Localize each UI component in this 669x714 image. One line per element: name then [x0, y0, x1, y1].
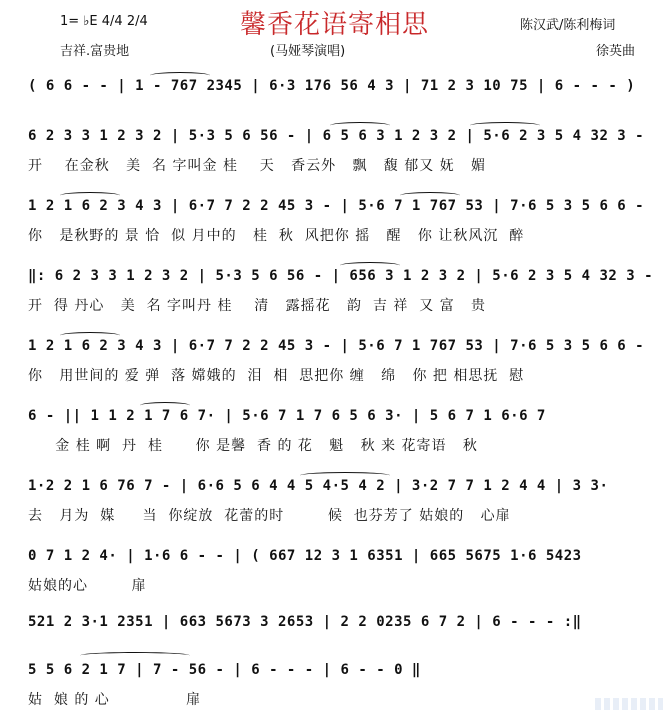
slur-arc	[60, 192, 120, 199]
notation-line: ( 6 6 - - | 1 - 767 2345 | 6·3 176 56 4 3 | 71 2 3 10 75 | 6 - - - )	[28, 78, 636, 94]
score-system-10	[28, 662, 646, 712]
slur-arc	[400, 192, 460, 199]
lyric-line: 你 是秋野的 景 恰 似 月中的 桂 秋 风把你 摇 醒 你 让秋风沉 醉	[28, 228, 525, 244]
slur-arc	[470, 122, 540, 129]
lyric-line: 金 桂 啊 丹 桂 你 是馨 香 的 花 魁 秋 来 花寄语 秋	[28, 438, 478, 454]
album-name: 吉祥.富贵地	[60, 44, 130, 59]
notation-line: 6 - || 1 1 2 1 7 6 7· | 5·6 7 1 7 6 5 6 3· | 5 6 7 1 6·6 7	[28, 408, 546, 424]
notation-line: ‖: 6 2 3 3 1 2 3 2 | 5·3 5 6 56 - | 656 3 1 2 3 2 | 5·6 2 3 5 4 32 3 -	[28, 268, 654, 284]
notation-line: 1 2 1 6 2 3 4 3 | 6·7 7 2 2 45 3 - | 5·6 7 1 767 53 | 7·6 5 3 5 6 6 -	[28, 338, 645, 354]
lyric-line: 姑 娘 的 心 扉	[28, 692, 202, 708]
lyric-line: 开 得 丹心 美 名 字叫丹 桂 清 露摇花 韵 吉 祥 又 富 贵	[28, 298, 487, 314]
slur-arc	[80, 652, 190, 659]
slur-arc	[60, 332, 120, 339]
lyric-line: 开 在金秋 美 名 字叫金 桂 天 香云外 飘 馥 郁又 妩 媚	[28, 158, 487, 174]
lyric-line: 你 用世间的 爱 弹 落 嫦娥的 泪 相 思把你 缠 绵 你 把 相思抚 慰	[28, 368, 525, 384]
slur-arc	[340, 262, 400, 269]
lyric-line: 去 月为 媒 当 你绽放 花蕾的时 候 也芬芳了 姑娘的 心扉	[28, 508, 511, 524]
lyric-line: 姑娘的心 扉	[28, 578, 147, 594]
score-system-6	[28, 408, 646, 458]
notation-line: 1 2 1 6 2 3 4 3 | 6·7 7 2 2 45 3 - | 5·6 7 1 767 53 | 7·6 5 3 5 6 6 -	[28, 198, 645, 214]
song-title: 馨香花语寄相思	[239, 10, 429, 40]
score-system-7	[28, 478, 646, 528]
score-system-2	[28, 128, 646, 178]
notation-line: 0 7 1 2 4· | 1·6 6 - - | ( 667 12 3 1 6351 | 665 5675 1·6 5423	[28, 548, 582, 564]
watermark-strip	[595, 698, 663, 710]
slur-arc	[150, 72, 210, 79]
notation-line: 521 2 3·1 2351 | 663 5673 3 2653 | 2 2 0235 6 7 2 | 6 - - - :‖	[28, 614, 582, 630]
lyricist-credit: 陈汉武/陈利梅词	[520, 18, 616, 33]
notation-line: 1·2 2 1 6 76 7 - | 6·6 5 6 4 4 5 4·5 4 2 | 3·2 7 7 1 2 4 4 | 3 3·	[28, 478, 609, 494]
lyric-line	[28, 105, 646, 125]
score-system-4	[28, 268, 654, 318]
singer-credit: (马娅琴演唱)	[270, 44, 346, 59]
notation-line: 6 2 3 3 1 2 3 2 | 5·3 5 6 56 - | 6 5 6 3 1 2 3 2 | 5·6 2 3 5 4 32 3 -	[28, 128, 645, 144]
slur-arc	[330, 122, 390, 129]
key-signature: 1= ♭E 4/4 2/4	[60, 14, 148, 29]
slur-arc	[140, 402, 190, 409]
notation-line: 5 5 6 2 1 7 | 7 - 56 - | 6 - - - | 6 - - 0 ‖	[28, 662, 421, 678]
score-system-3	[28, 198, 646, 248]
composer-credit: 徐英曲	[596, 44, 636, 59]
slur-arc	[300, 472, 390, 479]
score-system-8	[28, 548, 646, 598]
score-system-5	[28, 338, 646, 388]
score-system-1	[28, 78, 646, 128]
